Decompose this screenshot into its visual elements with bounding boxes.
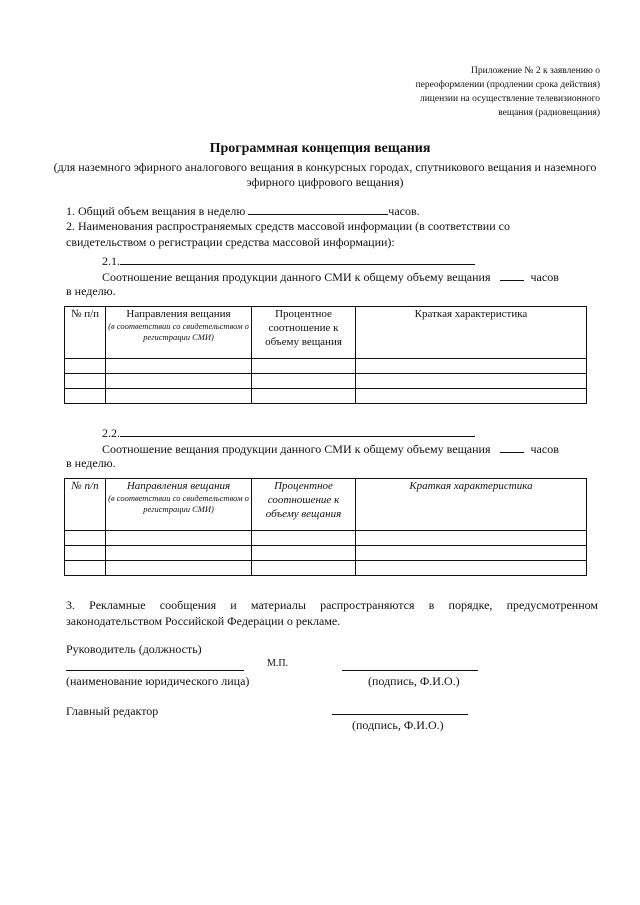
table-row[interactable] [65, 389, 587, 404]
col-direction-header: Направления вещания (в соответствии со свидетельством о регистрации СМИ) [106, 479, 252, 531]
document-title: Программная концепция вещания [209, 141, 431, 156]
sub21-ratio-text: Соотношение вещания продукции данного СМИ к общему объему вещания [102, 270, 491, 284]
editor-label: Главный редактор [66, 704, 159, 718]
item2-line2: свидетельством о регистрации средства массовой информации): [66, 235, 395, 249]
seal-mark: М.П. [267, 658, 289, 669]
table-row[interactable] [65, 359, 587, 374]
sub22-week: в неделю. [66, 456, 116, 470]
sub22-number: 2.2. [102, 426, 120, 440]
sub22-ratio-text: Соотношение вещания продукции данного СМИ к общему объему вещания [102, 442, 491, 456]
sub21-ratio-line [102, 268, 559, 285]
table-row[interactable] [65, 374, 587, 389]
item1-prefix: 1. Общий объем вещания в неделю [66, 204, 246, 218]
sub22-hours-field[interactable] [500, 440, 524, 453]
table-row[interactable] [65, 561, 587, 576]
editor-signature-line[interactable] [332, 714, 468, 715]
sub21-week: в неделю. [66, 284, 116, 298]
item2-line1: 2. Наименования распространяемых средств массовой информации (в соответствии со [66, 219, 510, 233]
broadcast-table-2 [64, 478, 587, 576]
signature-caption-1: (подпись, Ф.И.О.) [368, 674, 460, 688]
sub22-media-name-field[interactable] [120, 424, 475, 437]
table-header-row [65, 479, 587, 531]
item1-suffix: часов. [388, 204, 420, 218]
signature-caption-2: (подпись, Ф.И.О.) [352, 718, 444, 732]
col-description-header: Краткая характеристика [356, 479, 587, 531]
col-percent-header: Процентное соотношение к объему вещания [252, 479, 356, 531]
col-direction-header: Направления вещания (в соответствии со свидетельством о регистрации СМИ) [106, 307, 252, 359]
table-header-row [65, 307, 587, 359]
sub21-hours-field[interactable] [500, 268, 524, 281]
item1-line [66, 202, 420, 219]
entity-caption: (наименование юридического лица) [66, 674, 250, 688]
table-row[interactable] [65, 546, 587, 561]
total-volume-field[interactable] [248, 202, 388, 215]
sub22-number-line [102, 424, 475, 441]
document-subtitle: (для наземного эфирного аналогового вещания в конкурсных городах, спутникового вещания и наземного эфирного цифрового вещания) [53, 160, 597, 189]
sub21-number-line [102, 252, 475, 269]
col-description-header: Краткая характеристика [356, 307, 587, 359]
col-number-header: № п/п [65, 307, 106, 359]
sub22-ratio-line [102, 440, 559, 457]
col-percent-header: Процентное соотношение к объему вещания [252, 307, 356, 359]
appendix-note: Приложение № 2 к заявлению о переоформлении (продлении срока действия) лицензии на осуществление телевизионного вещания (радиовещания) [415, 66, 600, 118]
head-label: Руководитель (должность) [66, 642, 202, 656]
entity-name-line[interactable] [66, 670, 244, 671]
head-signature-line[interactable] [342, 670, 478, 671]
sub21-media-name-field[interactable] [120, 252, 475, 265]
broadcast-table-1 [64, 306, 587, 404]
sub22-hours-label: часов [530, 442, 559, 456]
table-row[interactable] [65, 531, 587, 546]
item3-paragraph: 3. Рекламные сообщения и материалы распространяются в порядке, предусмотренном законодательством Российской Федерации о рекламе. [66, 598, 598, 628]
sub21-hours-label: часов [530, 270, 559, 284]
col-number-header: № п/п [65, 479, 106, 531]
sub21-number: 2.1. [102, 254, 120, 268]
